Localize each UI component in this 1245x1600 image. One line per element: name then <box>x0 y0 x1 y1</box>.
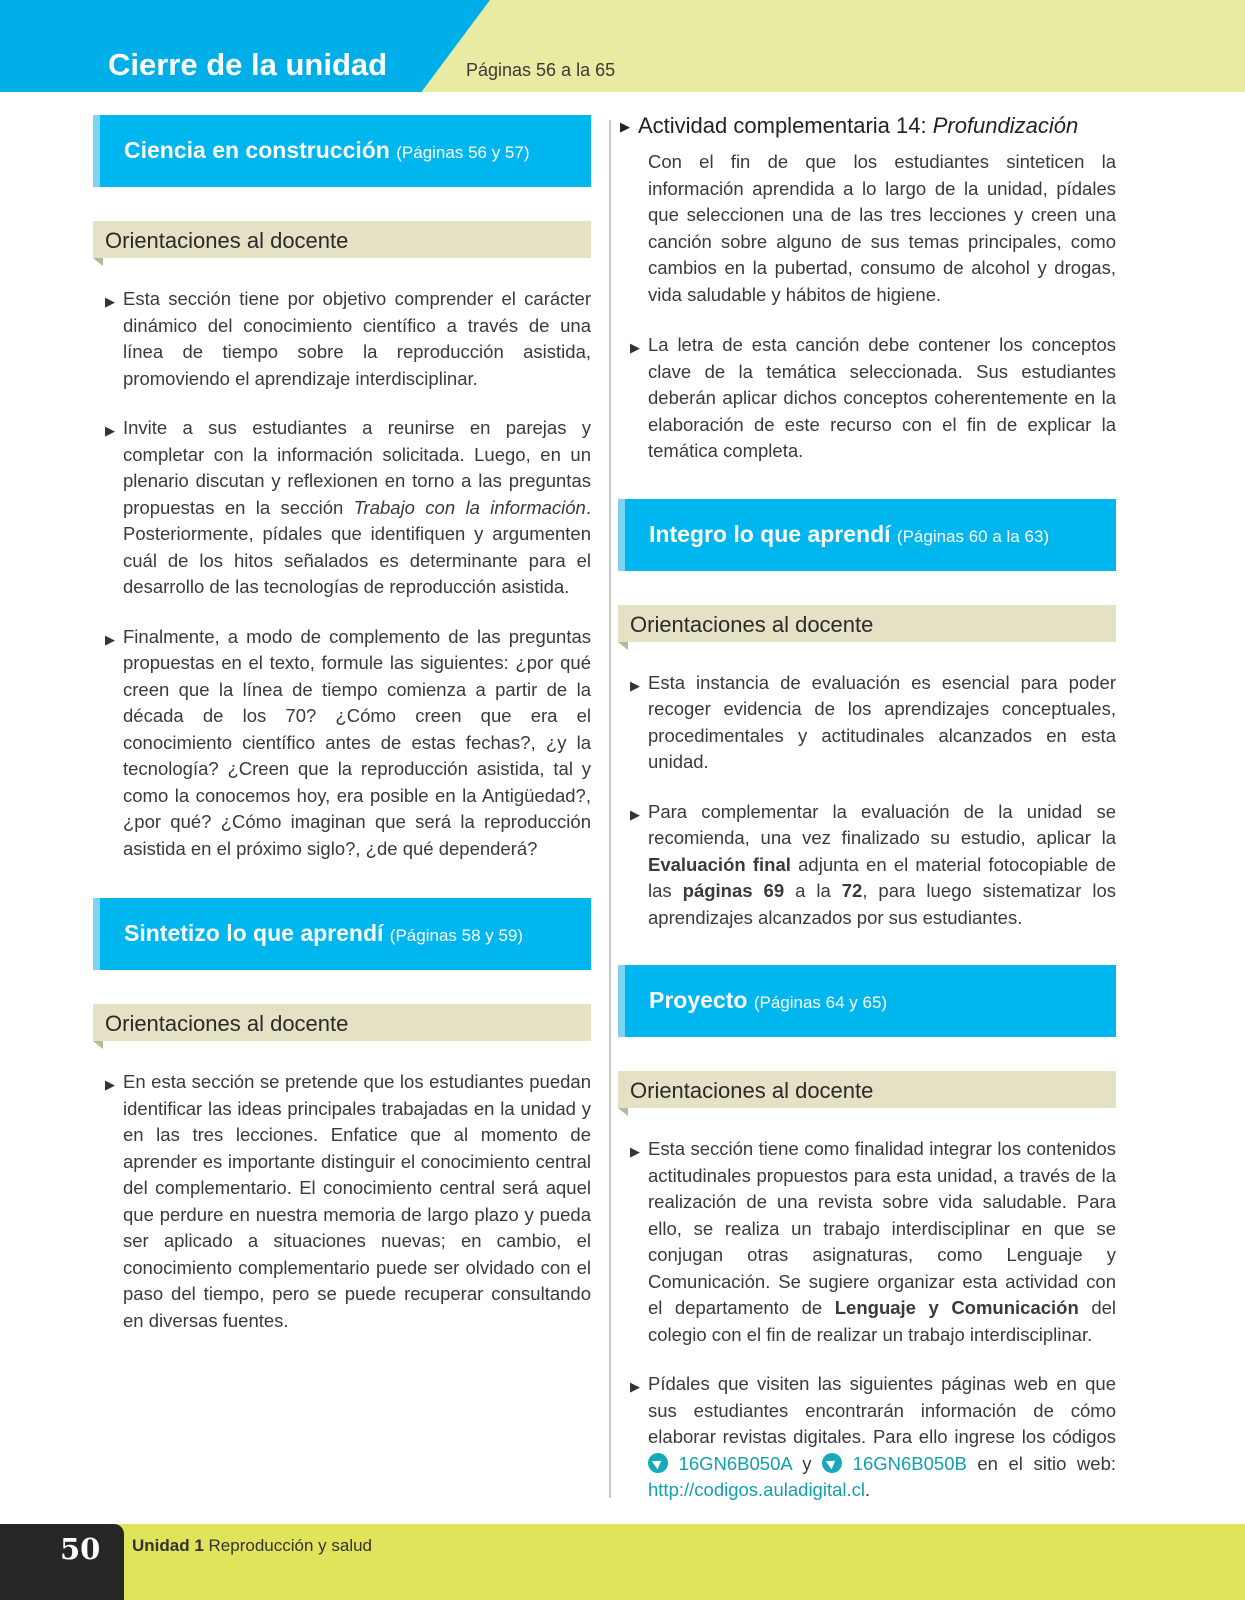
bullet-arrow-icon: ▶ <box>620 119 630 134</box>
rocket-code-icon <box>648 1453 668 1473</box>
section-ciencia <box>93 115 591 187</box>
bullet-item: ▶ Invite a sus estudiantes a reunirse en parejas y completar con la información solicitada. Luego, en un plenario discutan y reflexionen en torno a las preguntas propuestas en la sección Trabajo con la información. Posteriormente, pídales que identifiquen y argumenten cuál de los hitos señalados es determinante para el desarrollo de las tecnologías de reproducción asistida. <box>105 417 591 597</box>
bullet-arrow-icon: ▶ <box>105 423 115 438</box>
orientaciones-header: Orientaciones al docente <box>93 221 591 258</box>
orientaciones-header: Orientaciones al docente <box>618 605 1116 642</box>
activity-body: Con el fin de que los estudiantes sinteticen la información aprendida a lo largo de la unidad, pídales que seleccionen una de las tres lecciones y creen una canción sobre alguno de sus temas principales, como cambios en la pubertad, consumo de alcohol y drogas, vida saludable y hábitos de higiene. <box>648 151 1116 305</box>
section-integro <box>618 499 1116 571</box>
bullet-arrow-icon: ▶ <box>630 806 640 822</box>
rocket-code-icon <box>822 1453 842 1473</box>
bullet-item: ▶ La letra de esta canción debe contener los conceptos clave de la temática seleccionada. Sus estudiantes deberán aplicar dichos conceptos coherentemente en la elaboración de este recurso con el fin de explicar la temática completa. <box>630 334 1116 461</box>
activity-title: ▶ Actividad complementaria 14: Profundización <box>620 113 1079 138</box>
section-pages: (Páginas 58 y 59) <box>389 926 524 945</box>
section-title: Proyecto <box>649 987 748 1013</box>
bullet-item: ▶ Esta instancia de evaluación es esencial para poder recoger evidencia de los aprendizajes conceptuales, procedimentales y actitudinales alcanzados en esta unidad. <box>630 671 1116 772</box>
header-pages: Páginas 56 a la 65 <box>466 60 616 80</box>
bullet-item: ▶ En esta sección se pretende que los estudiantes puedan identificar las ideas principales trabajadas en la unidad y en las tres lecciones. Enfatice que al momento de aprender es importante distinguir el conocimiento central del complementario. El conocimiento central será aquel que perdure en nuestra memoria de largo plazo y pueda ser aplicado a situaciones nuevas; en cambio, el conocimiento complementario puede ser olvidado con el paso del tiempo, pero se puede recuperar consultando en diversas fuentes. <box>105 1071 591 1331</box>
section-pages: (Páginas 56 y 57) <box>396 143 530 162</box>
bullet-arrow-icon: ▶ <box>105 631 115 647</box>
bullet-arrow-icon: ▶ <box>630 1379 640 1394</box>
section-title: Integro lo que aprendí <box>649 520 891 547</box>
bullet-arrow-icon: ▶ <box>105 294 115 309</box>
section-title: Ciencia en construcción <box>124 137 390 163</box>
bullet-arrow-icon: ▶ <box>630 677 640 693</box>
bullet-arrow-icon: ▶ <box>630 1144 640 1159</box>
page-title: Cierre de la unidad <box>108 47 388 82</box>
footer-unit: Unidad 1 Reproducción y salud <box>132 1536 373 1555</box>
website-link[interactable]: http://codigos.auladigital.cl <box>648 1479 865 1500</box>
left-column <box>93 115 591 1357</box>
section-title: Sintetizo lo que aprendí <box>124 920 384 946</box>
section-sintetizo <box>93 898 591 970</box>
section-pages: (Páginas 64 y 65) <box>753 993 888 1012</box>
right-column <box>618 113 1116 1527</box>
code-link-2[interactable]: 16GN6B050B <box>852 1452 967 1474</box>
bullet-item: ▶ Finalmente, a modo de complemento de las preguntas propuestas en el texto, formule las siguientes: ¿por qué creen que la línea de tiempo comienza a partir de la década de los 70? ¿Cómo creen que era el conocimiento científico antes de estas fechas?, ¿y la tecnología? ¿Creen que la reproducción asistida, tal y como la conocemos hoy, era posible en la Antigüedad?, ¿por qué? ¿Cómo imaginan que será la reproducción asistida en el próximo siglo?, ¿de qué dependerá? <box>105 625 591 859</box>
bullet-item: ▶ Esta sección tiene por objetivo comprender el carácter dinámico del conocimiento científico a través de una línea de tiempo sobre la reproducción asistida, promoviendo el aprendizaje interdisciplinar. <box>105 288 591 389</box>
bullet-item: ▶ Esta sección tiene como finalidad integrar los contenidos actitudinales propuestos para esta unidad, a través de la realización de una revista sobre vida saludable. Para ello, se realiza un trabajo interdisciplinar en que se conjugan otras asignaturas, como Lenguaje y Comunicación. Se sugiere organizar esta actividad con el departamento de Lenguaje y Comunicación del colegio con el fin de realizar un trabajo interdisciplinar. <box>630 1138 1117 1345</box>
bullet-item: ▶ Pídales que visiten las siguientes páginas web en que sus estudiantes encontrarán información de cómo elaborar revistas digitales. Para ello ingrese los códigos 16GN6B050A y 16GN6B050B en el sitio web: http://codigos.auladigital.cl. <box>630 1373 1117 1500</box>
bullet-item: ▶ Para complementar la evaluación de la unidad se recomienda, una vez finalizado su estudio, aplicar la Evaluación final adjunta en el material fotocopiable de las páginas 69 a la 72, para luego sistematizar los aprendizajes alcanzados por sus estudiantes. <box>630 800 1116 928</box>
code-link-1[interactable]: 16GN6B050A <box>678 1452 792 1474</box>
section-pages: (Páginas 60 a la 63) <box>896 526 1050 546</box>
column-divider <box>609 120 611 1498</box>
bullet-arrow-icon: ▶ <box>630 340 640 355</box>
bullet-arrow-icon: ▶ <box>105 1077 115 1092</box>
section-proyecto <box>618 965 1116 1037</box>
page-number: 50 <box>60 1532 101 1566</box>
orientaciones-header: Orientaciones al docente <box>618 1071 1116 1108</box>
orientaciones-header: Orientaciones al docente <box>93 1004 591 1041</box>
